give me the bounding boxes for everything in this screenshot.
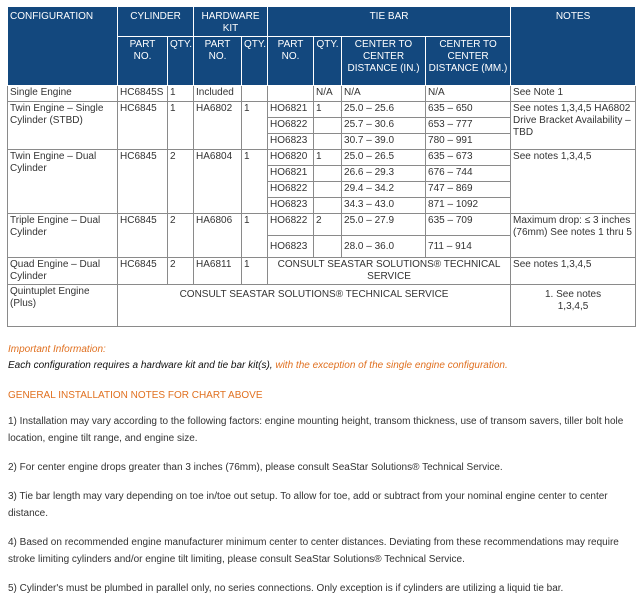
note-3: 3) Tie bar length may vary depending on toe in/toe out setup. To allow for toe, add or subtract from your nominal engine center to center distance.	[8, 491, 608, 519]
hardware-qty-cell: 1	[242, 258, 268, 285]
center-mm-cell: 635 – 709	[426, 214, 511, 236]
cylinder-qty-cell: 1	[168, 102, 194, 150]
consult-cell: CONSULT SEASTAR SOLUTIONS® TECHNICAL SERVICE	[268, 258, 511, 285]
center-mm-cell: 871 – 1092	[426, 198, 511, 214]
note-1: 1) Installation may vary according to the following factors: engine mounting height, transom thickness, use of transom savers, tiller bolt hole location, engine tilt range, and engine size.	[8, 416, 624, 444]
tiebar-qty-cell: 1	[314, 150, 342, 166]
header-center-in: CENTER TO CENTER DISTANCE (IN.)	[342, 37, 426, 86]
hardware-part-cell: HA6811	[194, 258, 242, 285]
header-tiebar-part-no: PART NO.	[268, 37, 314, 86]
center-in-cell: 25.0 – 27.9	[342, 214, 426, 236]
center-mm-cell: 676 – 744	[426, 166, 511, 182]
important-text-black: Each configuration requires a hardware kit and tie bar kit(s),	[8, 360, 273, 371]
tiebar-part-cell: HO6822	[268, 118, 314, 134]
important-text-orange: with the exception of the single engine configuration.	[272, 360, 508, 371]
tiebar-qty-cell: N/A	[314, 86, 342, 102]
tiebar-part-cell: HO6823	[268, 134, 314, 150]
cylinder-qty-cell: 2	[168, 214, 194, 258]
cylinder-qty-cell: 2	[168, 258, 194, 285]
hardware-qty-cell: 1	[242, 102, 268, 150]
center-mm-cell: N/A	[426, 86, 511, 102]
tiebar-part-cell: HO6821	[268, 166, 314, 182]
notes-cell: See notes 1,3,4,5	[511, 150, 636, 214]
cylinder-part-cell: HC6845	[118, 214, 168, 258]
center-in-cell: 29.4 – 34.2	[342, 182, 426, 198]
notes-cell: Maximum drop: ≤ 3 inches (76mm) See notes 1 thru 5	[511, 214, 636, 258]
config-cell: Twin Engine – Dual Cylinder	[8, 150, 118, 214]
center-in-cell: 25.0 – 25.6	[342, 102, 426, 118]
header-configuration: CONFIGURATION	[8, 7, 118, 86]
cylinder-part-cell: HC6845	[118, 102, 168, 150]
config-cell: Quintuplet Engine (Plus)	[8, 285, 118, 327]
tiebar-qty-cell	[314, 182, 342, 198]
header-center-mm: CENTER TO CENTER DISTANCE (MM.)	[426, 37, 511, 86]
hardware-part-cell: HA6802	[194, 102, 242, 150]
table-row	[8, 102, 636, 118]
tiebar-qty-cell	[314, 118, 342, 134]
hardware-qty-cell: 1	[242, 150, 268, 214]
table-row	[8, 86, 636, 102]
tiebar-part-cell: HO6822	[268, 214, 314, 236]
notes-cell: See notes 1,3,4,5 HA6802 Drive Bracket Availability – TBD	[511, 102, 636, 150]
table-row	[8, 258, 636, 285]
table-row	[8, 285, 636, 327]
center-mm-cell: 635 – 673	[426, 150, 511, 166]
hardware-part-cell: HA6806	[194, 214, 242, 258]
header-tie-bar: TIE BAR	[268, 7, 511, 37]
important-text	[8, 360, 508, 371]
cylinder-part-cell: HC6845S	[118, 86, 168, 102]
note-2: 2) For center engine drops greater than 3 inches (76mm), please consult SeaStar Solutions® Technical Service.	[8, 462, 503, 473]
tiebar-qty-cell: 1	[314, 102, 342, 118]
center-mm-cell: 780 – 991	[426, 134, 511, 150]
header-cylinder: CYLINDER	[118, 7, 194, 37]
header-cylinder-qty: QTY.	[168, 37, 194, 86]
note-5: 5) Cylinder's must be plumbed in parallel only, no series connections. Only exception is if cylinders are utilizing a liquid tie bar.	[8, 583, 564, 594]
tiebar-qty-cell	[314, 236, 342, 258]
center-mm-cell: 635 – 650	[426, 102, 511, 118]
center-in-cell: 25.7 – 30.6	[342, 118, 426, 134]
header-tiebar-qty: QTY.	[314, 37, 342, 86]
header-hardware-kit: HARDWARE KIT	[194, 7, 268, 37]
hardware-part-cell: Included	[194, 86, 242, 102]
hardware-part-cell: HA6804	[194, 150, 242, 214]
header-cylinder-part-no: PART NO.	[118, 37, 168, 86]
cylinder-part-cell: HC6845	[118, 258, 168, 285]
center-in-cell: 34.3 – 43.0	[342, 198, 426, 214]
tiebar-qty-cell	[314, 134, 342, 150]
table-row	[8, 214, 636, 236]
center-mm-cell: 747 – 869	[426, 182, 511, 198]
table-row	[8, 150, 636, 166]
header-hardware-qty: QTY.	[242, 37, 268, 86]
config-cell: Quad Engine – Dual Cylinder	[8, 258, 118, 285]
tiebar-qty-cell: 2	[314, 214, 342, 236]
notes-cell: See notes 1,3,4,5	[511, 258, 636, 285]
header-hardware-part-no: PART NO.	[194, 37, 242, 86]
center-in-cell: N/A	[342, 86, 426, 102]
center-in-cell: 30.7 – 39.0	[342, 134, 426, 150]
tiebar-part-cell: HO6820	[268, 150, 314, 166]
config-cell: Twin Engine – Single Cylinder (STBD)	[8, 102, 118, 150]
tiebar-qty-cell	[314, 166, 342, 182]
note-4: 4) Based on recommended engine manufacturer minimum center to center distances. Deviating from these recommendations may require stroke limiting cylinders and/or engine tilt limiting, please consult SeaStar Solutions® Technical Service.	[8, 537, 619, 565]
tiebar-part-cell: HO6823	[268, 236, 314, 258]
notes-cell: 1. See notes 1,3,4,5	[511, 285, 636, 327]
hardware-qty-cell: 1	[242, 214, 268, 258]
general-notes-heading: GENERAL INSTALLATION NOTES FOR CHART ABOVE	[8, 390, 263, 401]
center-in-cell: 25.0 – 26.5	[342, 150, 426, 166]
center-in-cell: 28.0 – 36.0	[342, 236, 426, 258]
notes-cell: See Note 1	[511, 86, 636, 102]
tiebar-part-cell: HO6822	[268, 182, 314, 198]
cylinder-qty-cell: 1	[168, 86, 194, 102]
hardware-qty-cell	[242, 86, 268, 102]
cylinder-qty-cell: 2	[168, 150, 194, 214]
config-cell: Single Engine	[8, 86, 118, 102]
cylinder-part-cell: HC6845	[118, 150, 168, 214]
important-label: Important Information:	[8, 344, 106, 355]
center-mm-cell: 711 – 914	[426, 236, 511, 258]
center-in-cell: 26.6 – 29.3	[342, 166, 426, 182]
header-notes: NOTES	[511, 7, 636, 86]
configuration-table	[7, 6, 636, 327]
consult-cell: CONSULT SEASTAR SOLUTIONS® TECHNICAL SERVICE	[118, 285, 511, 327]
tiebar-part-cell: HO6821	[268, 102, 314, 118]
tiebar-part-cell	[268, 86, 314, 102]
config-cell: Triple Engine – Dual Cylinder	[8, 214, 118, 258]
tiebar-qty-cell	[314, 198, 342, 214]
center-mm-cell: 653 – 777	[426, 118, 511, 134]
tiebar-part-cell: HO6823	[268, 198, 314, 214]
